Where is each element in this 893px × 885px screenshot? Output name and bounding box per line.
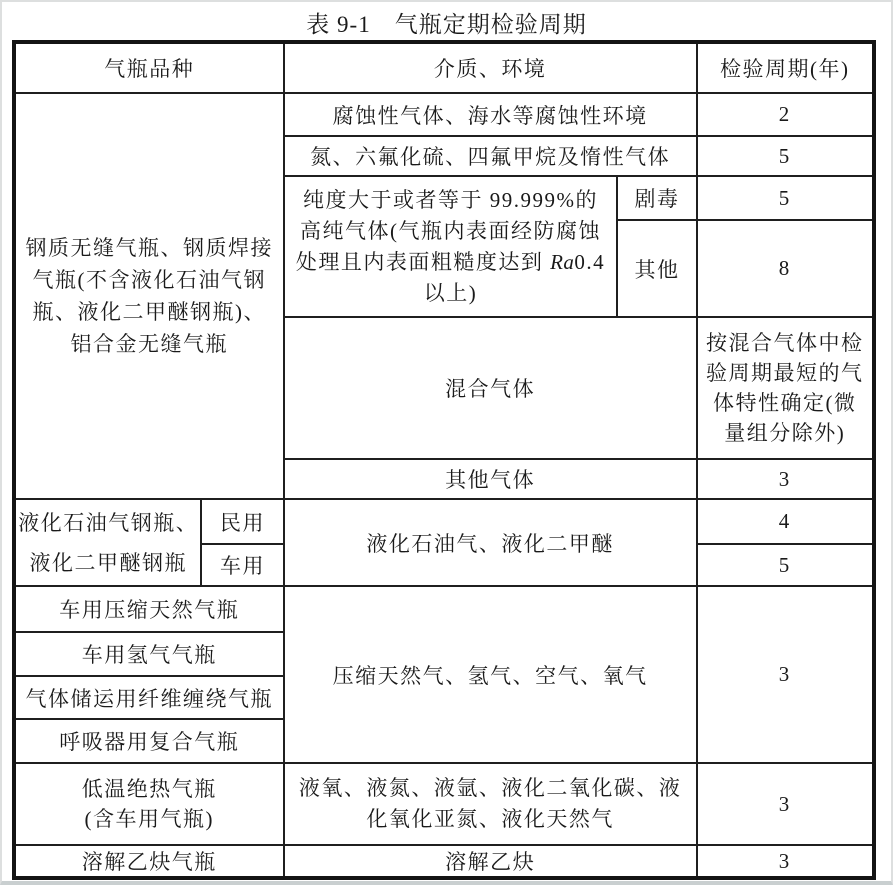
cell-line: 量组分除外) [724, 421, 846, 445]
respirator-type-cell: 呼吸器用复合气瓶 [14, 719, 284, 763]
corrosive-medium-cell: 腐蚀性气体、海水等腐蚀性环境 [284, 93, 697, 136]
cng-type-cell: 车用压缩天然气瓶 [14, 586, 284, 632]
cell-line: 气瓶(不含液化石油气钢 [32, 268, 267, 292]
table-row [14, 93, 874, 136]
mixed-gas-period-cell [697, 317, 874, 459]
roughness-symbol: Ra [550, 249, 575, 274]
table-title: 表 9-1 气瓶定期检验周期 [306, 12, 587, 37]
toxic-label-cell: 剧毒 [617, 176, 696, 220]
acetylene-medium-cell: 溶解乙炔 [284, 845, 697, 878]
civil-period-cell: 4 [697, 499, 874, 544]
cell-line: 化氧化亚氮、液化天然气 [366, 807, 614, 831]
inspection-period-table [12, 40, 876, 880]
cell-line: 液氧、液氮、液氩、液化二氧化碳、液 [298, 776, 682, 800]
cell-line: 液化二甲醚钢瓶 [29, 550, 187, 575]
other-gas-medium-cell: 其他气体 [284, 459, 697, 499]
table-row [14, 845, 874, 878]
cell-line: 纯度大于或者等于 99.999%的 [302, 187, 598, 212]
cell-line: 铝合金无缝气瓶 [70, 332, 229, 356]
steel-cylinder-type-cell [14, 93, 284, 499]
header-period-cell: 检验周期(年) [697, 42, 874, 93]
compressed-period-cell: 3 [697, 586, 874, 763]
other-label-cell: 其他 [617, 220, 696, 317]
cell-line: (含车用气瓶) [84, 807, 215, 831]
other-period-cell: 8 [697, 220, 874, 317]
high-purity-medium-cell [284, 176, 618, 317]
cryogenic-period-cell: 3 [697, 763, 874, 845]
cell-line: 瓶、液化二甲醚钢瓶)、 [32, 300, 267, 324]
roughness-value: 0.4 [574, 249, 606, 274]
header-row [14, 42, 874, 93]
inert-medium-cell: 氮、六氟化硫、四氟甲烷及惰性气体 [284, 136, 697, 176]
cell-line: 液化石油气钢瓶、 [18, 510, 199, 535]
acetylene-period-cell: 3 [697, 845, 874, 878]
table-row [14, 499, 874, 544]
corrosive-period-cell: 2 [697, 93, 874, 136]
table-row [14, 586, 874, 632]
hydrogen-type-cell: 车用氢气气瓶 [14, 632, 284, 676]
fiber-wound-type-cell: 气体储运用纤维缠绕气瓶 [14, 676, 284, 719]
civil-label-cell: 民用 [201, 499, 283, 544]
cell-line: 钢质无缝气瓶、钢质焊接 [25, 236, 274, 260]
other-gas-period-cell: 3 [697, 459, 874, 499]
cryogenic-type-cell [14, 763, 284, 845]
cell-line: 按混合气体中检 [706, 331, 864, 355]
cell-line: 验周期最短的气 [706, 361, 864, 385]
cell-line [285, 247, 617, 278]
toxic-period-cell: 5 [697, 176, 874, 220]
vehicle-period-cell: 5 [697, 544, 874, 586]
inert-period-cell: 5 [697, 136, 874, 176]
cell-line: 高纯气体(气瓶内表面经防腐蚀 [299, 218, 601, 243]
header-cylinder-type-cell: 气瓶品种 [14, 42, 284, 93]
cell-line-text: 处理且内表面粗糙度达到 [295, 249, 551, 274]
header-medium-cell: 介质、环境 [284, 42, 697, 93]
cell-line: 以上) [423, 280, 478, 305]
mixed-gas-medium-cell: 混合气体 [284, 317, 697, 459]
cell-line: 低温绝热气瓶 [81, 777, 217, 801]
cell-line: 体特性确定(微 [713, 391, 857, 415]
compressed-medium-cell: 压缩天然气、氢气、空气、氧气 [284, 586, 697, 763]
lpg-medium-cell: 液化石油气、液化二甲醚 [284, 499, 697, 586]
table-row [14, 763, 874, 845]
cryogenic-medium-cell [284, 763, 697, 845]
acetylene-type-cell: 溶解乙炔气瓶 [14, 845, 284, 878]
lpg-type-cell [14, 499, 201, 586]
vehicle-label-cell: 车用 [201, 544, 283, 586]
